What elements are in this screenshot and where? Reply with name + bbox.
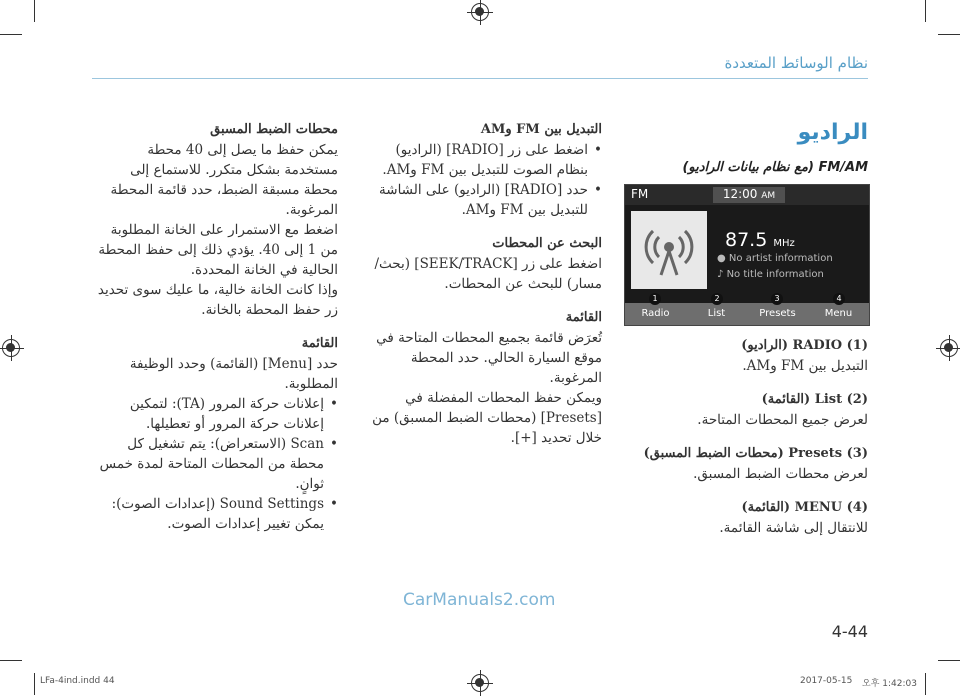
crop-mark	[0, 34, 22, 35]
crop-mark	[938, 34, 960, 35]
switch-heading: التبديل بين FM وAM	[480, 122, 602, 137]
registration-mark-icon	[2, 339, 20, 357]
menu-bullet: • إعلانات حركة المرور (TA): لتمكين إعلانات حركة المرور أو تعطيلها.	[92, 394, 338, 434]
legend-desc: لعرض جميع المحطات المتاحة.	[697, 412, 868, 428]
legend-head: (2) List (القائمة)	[761, 392, 868, 407]
header-rule	[92, 78, 868, 79]
left-column	[92, 120, 338, 534]
artist-text: No artist information	[728, 253, 833, 264]
callout-number: 1	[649, 293, 661, 305]
title-text: No title information	[726, 269, 824, 280]
menu-paragraph: حدد [Menu] (القائمة) وحدد الوظيفة المطلوبة.	[129, 356, 338, 392]
footer-date: 2017-05-15	[800, 676, 853, 686]
list-paragraph: تُعرَض قائمة بجميع المحطات المتاحة في موقع السيارة الحالي. حدد المحطة المرغوبة.	[376, 330, 602, 386]
page-number: 4-44	[831, 622, 868, 641]
crop-mark	[925, 0, 926, 22]
search-heading: البحث عن المحطات	[492, 236, 602, 251]
registration-mark-icon	[940, 339, 958, 357]
switch-bullet: • اضغط على زر [RADIO] (الراديو) بنظام الصوت للتبديل بين FM وAM.	[370, 140, 602, 180]
preset-heading: محطات الضبط المسبق	[210, 122, 338, 137]
footer-time: 오후 1:42:03	[862, 679, 917, 689]
clock-display	[713, 187, 785, 203]
music-note-icon: ♪	[717, 269, 724, 280]
watermark-text: CarManuals2.com	[403, 590, 556, 610]
registration-mark-icon	[471, 674, 489, 692]
screen-button-bar	[625, 303, 869, 325]
legend-desc: لعرض محطات الضبط المسبق.	[693, 466, 868, 482]
callout-number: 3	[771, 293, 783, 305]
antenna-icon	[631, 211, 707, 289]
screen-top-bar	[625, 185, 869, 205]
band-label: FM	[631, 187, 649, 201]
list-heading: القائمة	[565, 310, 602, 325]
switch-bullet: • حدد [RADIO] (الراديو) على الشاشة للتبديل بين FM وAM.	[370, 180, 602, 220]
frequency-value: 87.5	[725, 229, 768, 251]
presets-button[interactable]: Presets	[759, 308, 796, 319]
artist-info	[717, 253, 833, 264]
menu-bullet: • Scan (الاستعراض): يتم تشغيل كل محطة من المحطات المتاحة لمدة خمس ثوانٍ.	[92, 434, 338, 494]
preset-paragraph: اضغط مع الاستمرار على الخانة المطلوبة من 1 إلى 40. يؤدي ذلك إلى حفظ المحطة الحالية في الخانة المحددة.	[98, 222, 338, 278]
screen-legend	[618, 336, 868, 538]
legend-desc: التبديل بين FM وAM.	[742, 358, 868, 374]
crop-mark	[34, 0, 35, 22]
legend-desc: للانتقال إلى شاشة القائمة.	[719, 520, 868, 536]
preset-paragraph: وإذا كانت الخانة خالية، ما عليك سوى تحديد زر حفظ المحطة بالخانة.	[97, 282, 338, 318]
callout-number: 4	[833, 293, 845, 305]
clock-time: 12:00	[722, 187, 758, 201]
section-title: الراديو	[797, 120, 868, 145]
crop-mark	[34, 673, 35, 695]
crop-mark	[925, 673, 926, 695]
person-icon: ●	[717, 253, 726, 264]
menu-heading: القائمة	[301, 336, 338, 351]
list-paragraph: ويمكن حفظ المحطات المفضلة في [Presets] (محطات الضبط المسبق) من خلال تحديد [+].	[372, 390, 602, 446]
radio-screen-image	[624, 184, 870, 326]
list-button[interactable]: List	[707, 308, 726, 319]
callout-number: 2	[711, 293, 723, 305]
frequency-unit: MHz	[773, 238, 795, 249]
menu-bullet: • Sound Settings (إعدادات الصوت): يمكن تغيير إعدادات الصوت.	[92, 494, 338, 534]
frequency-display	[725, 229, 795, 251]
preset-paragraph: يمكن حفظ ما يصل إلى 40 محطة مستخدمة بشكل متكرر. للاستماع إلى محطة مسبقة الضبط، حدد قائمة المحطة المرغوبة.	[110, 142, 338, 218]
title-info	[717, 269, 824, 280]
registration-mark-icon	[471, 3, 489, 21]
menu-button[interactable]: Menu	[824, 308, 853, 319]
legend-head: (1) RADIO (الراديو)	[741, 338, 868, 353]
radio-button[interactable]: Radio	[641, 308, 670, 319]
legend-head: (4) MENU (القائمة)	[741, 500, 868, 515]
chapter-header: نظام الوسائط المتعددة	[724, 54, 868, 72]
crop-mark	[938, 660, 960, 661]
legend-head: (3) Presets (محطات الضبط المسبق)	[643, 446, 868, 461]
section-subtitle: FM/AM (مع نظام بيانات الراديو)	[682, 160, 868, 175]
clock-ampm: AM	[761, 191, 776, 201]
middle-column	[370, 120, 602, 448]
search-paragraph: اضغط على زر [SEEK/TRACK] (بحث/مسار) للبحث عن المحطات.	[374, 256, 602, 292]
crop-mark	[0, 660, 22, 661]
footer-file: LFa-4ind.indd 44	[40, 676, 115, 686]
